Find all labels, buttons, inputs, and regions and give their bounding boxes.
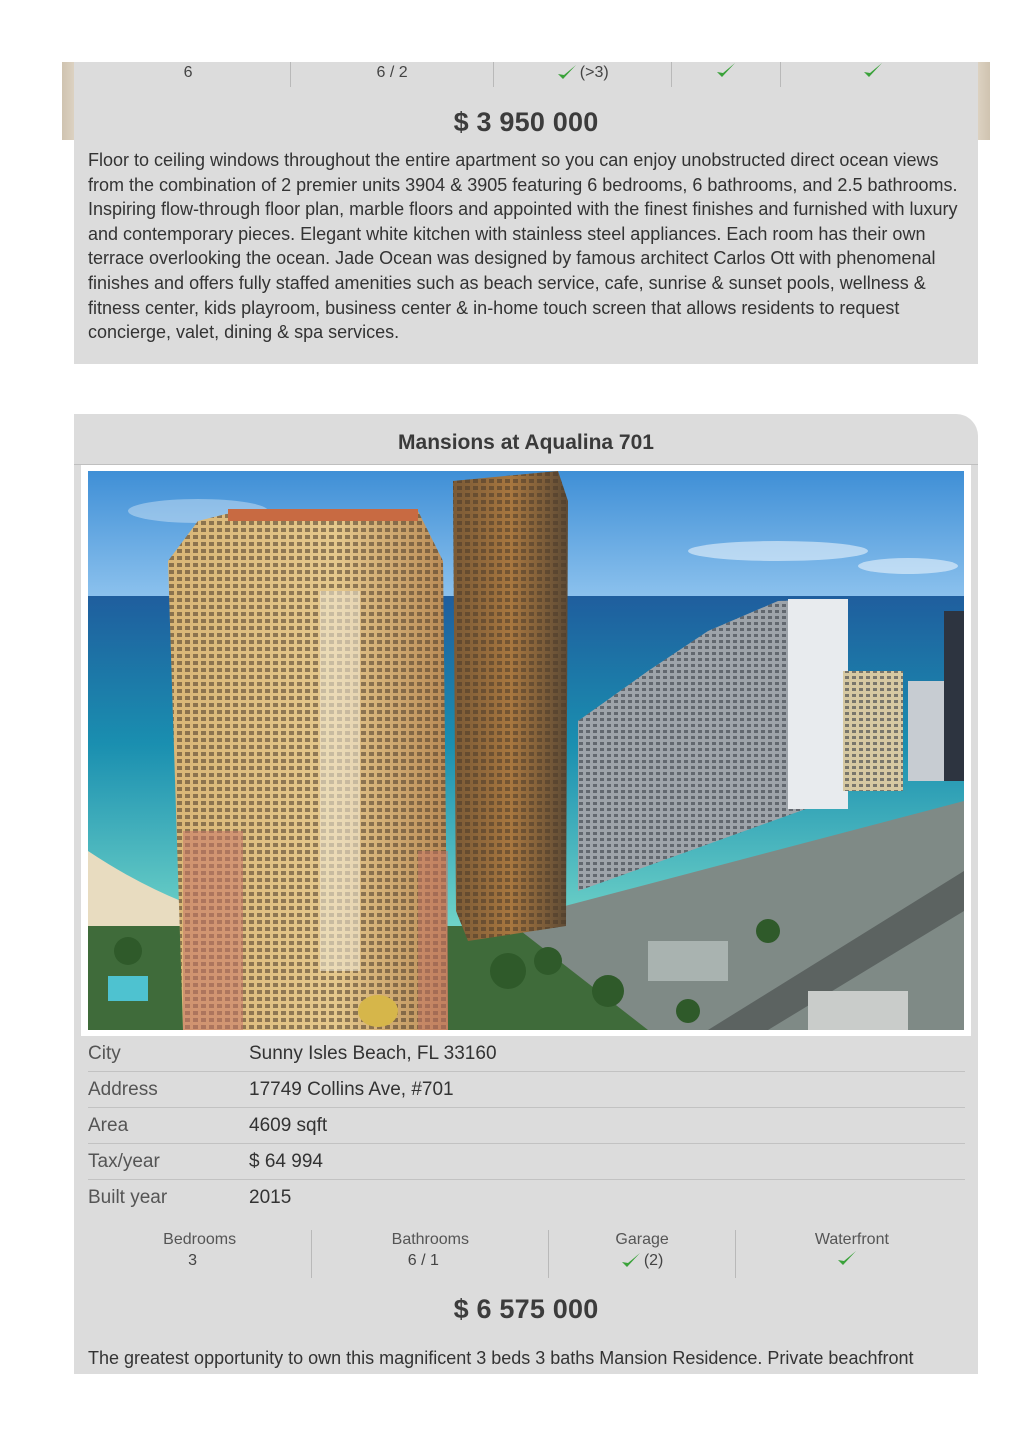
stat-garage — [549, 1230, 735, 1278]
bathrooms-label: Bathrooms — [391, 1231, 470, 1248]
listing-title: Mansions at Aqualina 701 — [398, 431, 654, 454]
stat-bathrooms — [312, 1230, 549, 1278]
stats-row — [88, 1230, 968, 1278]
bathrooms-value: 6 / 1 — [407, 1252, 439, 1269]
detail-label: City — [88, 1042, 121, 1064]
stat-bedrooms — [86, 62, 291, 87]
detail-row-address — [88, 1072, 965, 1108]
stats-row — [86, 62, 966, 87]
garage-value: (2) — [643, 1252, 664, 1269]
bathrooms-value: 6 / 2 — [376, 64, 408, 81]
check-icon — [557, 64, 577, 82]
check-icon — [621, 1252, 641, 1270]
detail-value: Sunny Isles Beach, FL 33160 — [249, 1042, 497, 1064]
waterfront-label: Waterfront — [814, 1231, 889, 1248]
detail-row-built-year — [88, 1180, 965, 1215]
garage-label: Garage — [615, 1231, 669, 1248]
check-icon — [716, 62, 736, 80]
detail-value: $ 64 994 — [249, 1150, 323, 1172]
detail-label: Tax/year — [88, 1150, 160, 1172]
listing-description: Floor to ceiling windows throughout the entire apartment so you can enjoy unobstructed direct ocean views from the combination of 2 premier units 3904 & 3905 featuring 6 bedrooms, 6 bathrooms, and 2.5 bathrooms. Inspiring flow-through floor plan, marble floors and appointed with the finest finishes and furnished with luxury and contemporary pieces. Elegant white kitchen with stainless steel appliances. Each room has their own terrace overlooking the ocean. Jade Ocean was designed by famous architect Carlos Ott with phenomenal finishes and offers fully staffed amenities such as beach service, cafe, sunrise & sunset pools, wellness & fitness center, kids playroom, business center & in-home touch screen that allows residents to request concierge, valet, dining & spa services. — [88, 150, 958, 343]
listing-details — [88, 1036, 965, 1215]
listing-description: The greatest opportunity to own this magnificent 3 beds 3 baths Mansion Residence. Private beachfront — [88, 1348, 914, 1368]
detail-value: 2015 — [249, 1186, 292, 1208]
detail-row-city — [88, 1036, 965, 1072]
detail-value: 17749 Collins Ave, #701 — [249, 1078, 454, 1100]
detail-label: Built year — [88, 1186, 168, 1208]
listing-card-previous — [74, 62, 978, 364]
stat-garage — [494, 62, 672, 87]
detail-row-area — [88, 1108, 965, 1144]
detail-label: Address — [88, 1078, 158, 1100]
detail-value: 4609 sqft — [249, 1114, 328, 1136]
listing-price: $ 6 575 000 — [453, 1294, 599, 1324]
bedrooms-value: 6 — [183, 64, 193, 81]
detail-label: Area — [88, 1114, 129, 1136]
detail-row-tax — [88, 1144, 965, 1180]
check-icon — [863, 62, 883, 80]
stat-extra — [781, 62, 966, 87]
stat-bedrooms — [88, 1230, 312, 1278]
stat-waterfront — [672, 62, 781, 87]
listing-price: $ 3 950 000 — [453, 107, 599, 137]
bedrooms-label: Bedrooms — [163, 1231, 237, 1248]
check-icon — [837, 1250, 857, 1268]
bedrooms-value: 3 — [188, 1252, 198, 1269]
listing-photo — [88, 471, 964, 1030]
garage-value: (>3) — [579, 64, 609, 81]
listing-photo-frame[interactable] — [81, 465, 971, 1036]
stat-bathrooms — [291, 62, 494, 87]
stat-waterfront — [736, 1230, 968, 1278]
listing-card — [74, 414, 978, 1374]
